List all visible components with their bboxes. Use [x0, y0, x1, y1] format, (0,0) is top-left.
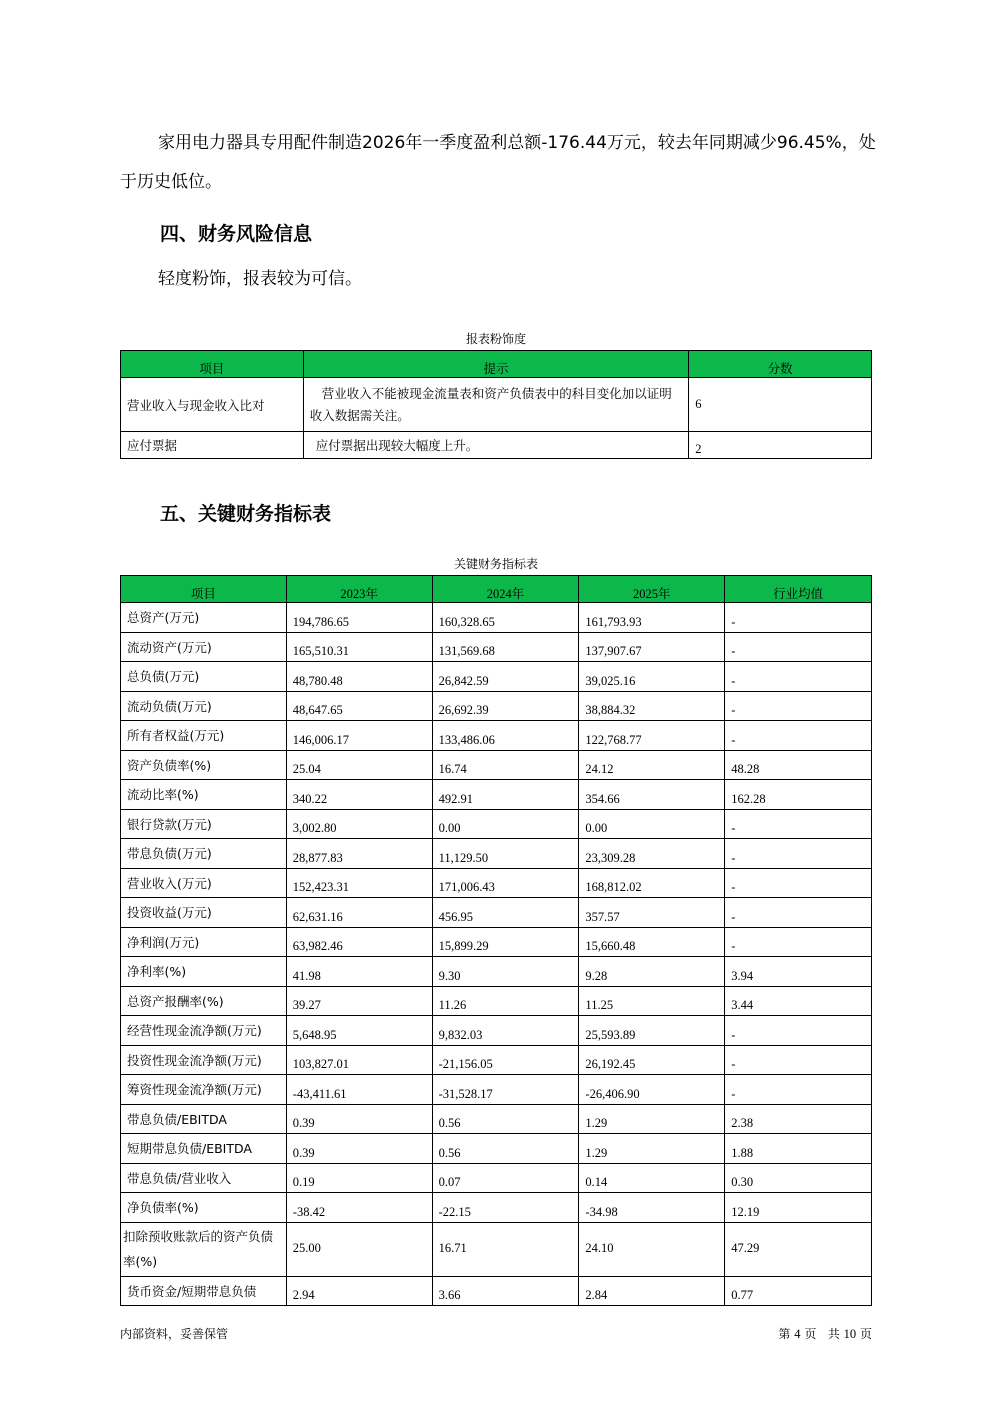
- kpi-industry-avg: -: [725, 927, 872, 957]
- kpi-industry-avg: -: [725, 839, 872, 869]
- kpi-industry-avg: 162.28: [725, 780, 872, 810]
- table-row: [121, 632, 872, 662]
- kpi-value-2023: 0.39: [286, 1134, 432, 1164]
- kpi-value-2025: 25,593.89: [579, 1016, 725, 1046]
- kpi-industry-avg: 0.30: [725, 1163, 872, 1193]
- total-label: 共: [827, 1327, 840, 1341]
- section4-heading: 四、财务风险信息: [160, 223, 313, 245]
- table-row: [121, 603, 872, 633]
- kpi-item: 投资性现金流净额(万元): [121, 1045, 287, 1075]
- table-row: [121, 1104, 872, 1134]
- kpi-item: 净负债率(%): [121, 1193, 287, 1223]
- kpi-item: 净利率(%): [121, 957, 287, 987]
- kpi-value-2024: 11,129.50: [432, 839, 579, 869]
- kpi-value-2025: 161,793.93: [579, 603, 725, 633]
- section5-heading: 五、关键财务指标表: [160, 503, 332, 525]
- kpi-value-2024: 131,569.68: [432, 632, 579, 662]
- kpi-industry-avg: -: [725, 898, 872, 928]
- kpi-value-2024: 15,899.29: [432, 927, 579, 957]
- kpi-value-2024: 0.56: [432, 1104, 579, 1134]
- kpi-value-2023: 41.98: [286, 957, 432, 987]
- kpi-industry-avg: 3.44: [725, 986, 872, 1016]
- kpi-value-2023: 146,006.17: [286, 721, 432, 751]
- kpi-value-2025: 1.29: [579, 1134, 725, 1164]
- header-industry-avg: 行业均值: [725, 576, 872, 603]
- kpi-industry-avg: 3.94: [725, 957, 872, 987]
- kpi-value-2025: 1.29: [579, 1104, 725, 1134]
- kpi-value-2023: 63,982.46: [286, 927, 432, 957]
- kpi-industry-avg: 12.19: [725, 1193, 872, 1223]
- header-score: 分数: [689, 351, 872, 378]
- kpi-value-2025: 0.00: [579, 809, 725, 839]
- kpi-value-2025: 39,025.16: [579, 662, 725, 692]
- table-row: [121, 1193, 872, 1223]
- kpi-item: 流动资产(万元): [121, 632, 287, 662]
- table-row: [121, 809, 872, 839]
- kpi-value-2024: 133,486.06: [432, 721, 579, 751]
- kpi-item: 短期带息负债/EBITDA: [121, 1134, 287, 1164]
- kpi-value-2024: 26,842.59: [432, 662, 579, 692]
- kpi-value-2025: 24.12: [579, 750, 725, 780]
- risk-item: 应付票据: [121, 432, 304, 459]
- kpi-industry-avg: -: [725, 1075, 872, 1105]
- kpi-value-2024: 0.56: [432, 1134, 579, 1164]
- kpi-value-2024: -31,528.17: [432, 1075, 579, 1105]
- kpi-value-2023: 3,002.80: [286, 809, 432, 839]
- table-row: [121, 839, 872, 869]
- footer-page-info: [778, 1325, 872, 1342]
- kpi-item: 银行贷款(万元): [121, 809, 287, 839]
- kpi-item: 投资收益(万元): [121, 898, 287, 928]
- risk-score: 2: [689, 432, 872, 459]
- kpi-value-2025: 38,884.32: [579, 691, 725, 721]
- kpi-industry-avg: -: [725, 809, 872, 839]
- kpi-value-2023: 0.19: [286, 1163, 432, 1193]
- kpi-value-2025: 357.57: [579, 898, 725, 928]
- table-row: [121, 1075, 872, 1105]
- kpi-value-2024: 11.26: [432, 986, 579, 1016]
- risk-table-caption: 报表粉饰度: [465, 332, 526, 346]
- risk-score: 6: [689, 378, 872, 432]
- kpi-item: 所有者权益(万元): [121, 721, 287, 751]
- header-2024: 2024年: [432, 576, 579, 603]
- kpi-value-2024: 3.66: [432, 1276, 579, 1306]
- kpi-item: 资产负债率(%): [121, 750, 287, 780]
- kpi-item: 流动比率(%): [121, 780, 287, 810]
- kpi-table-body: [121, 603, 872, 1306]
- table-row: [121, 721, 872, 751]
- kpi-value-2024: 171,006.43: [432, 868, 579, 898]
- kpi-table-header: [121, 576, 872, 603]
- kpi-value-2023: 2.94: [286, 1276, 432, 1306]
- table-row: [121, 691, 872, 721]
- page-current: 4: [794, 1327, 801, 1341]
- kpi-value-2024: -22.15: [432, 1193, 579, 1223]
- kpi-value-2023: 165,510.31: [286, 632, 432, 662]
- kpi-value-2025: 11.25: [579, 986, 725, 1016]
- table-row: [121, 868, 872, 898]
- kpi-item: 净利润(万元): [121, 927, 287, 957]
- risk-hint-text: 应付票据出现较大幅度上升。: [315, 438, 479, 453]
- kpi-value-2023: 194,786.65: [286, 603, 432, 633]
- kpi-industry-avg: -: [725, 721, 872, 751]
- summary-text: 轻度粉饰，报表较为可信。: [158, 269, 362, 289]
- kpi-industry-avg: -: [725, 691, 872, 721]
- kpi-item: 流动负债(万元): [121, 691, 287, 721]
- kpi-value-2023: 5,648.95: [286, 1016, 432, 1046]
- table-row: [121, 1016, 872, 1046]
- kpi-value-2024: 492.91: [432, 780, 579, 810]
- kpi-item: 带息负债/EBITDA: [121, 1104, 287, 1134]
- kpi-value-2025: 9.28: [579, 957, 725, 987]
- kpi-item: 总资产报酬率(%): [121, 986, 287, 1016]
- kpi-value-2024: 0.00: [432, 809, 579, 839]
- header-hint: 提示: [303, 351, 688, 378]
- header-item: 项目: [121, 576, 287, 603]
- kpi-value-2025: 24.10: [579, 1222, 725, 1276]
- kpi-value-2024: -21,156.05: [432, 1045, 579, 1075]
- kpi-value-2023: -38.42: [286, 1193, 432, 1223]
- table-row: [121, 750, 872, 780]
- header-item: 项目: [121, 351, 304, 378]
- table-row: [121, 986, 872, 1016]
- table-row: [121, 378, 872, 432]
- total-unit: 页: [859, 1327, 872, 1341]
- table-row: [121, 927, 872, 957]
- kpi-item: 总负债(万元): [121, 662, 287, 692]
- kpi-value-2024: 160,328.65: [432, 603, 579, 633]
- kpi-industry-avg: -: [725, 603, 872, 633]
- kpi-value-2023: 48,647.65: [286, 691, 432, 721]
- kpi-value-2025: 0.14: [579, 1163, 725, 1193]
- kpi-item: 筹资性现金流净额(万元): [121, 1075, 287, 1105]
- kpi-value-2023: 28,877.83: [286, 839, 432, 869]
- risk-hint: [303, 432, 688, 459]
- kpi-value-2025: -26,406.90: [579, 1075, 725, 1105]
- kpi-item: 营业收入(万元): [121, 868, 287, 898]
- kpi-value-2024: 456.95: [432, 898, 579, 928]
- kpi-value-2023: -43,411.61: [286, 1075, 432, 1105]
- kpi-value-2025: 354.66: [579, 780, 725, 810]
- table-row: [121, 957, 872, 987]
- kpi-value-2023: 25.04: [286, 750, 432, 780]
- risk-table-header: [121, 351, 872, 378]
- kpi-value-2025: 15,660.48: [579, 927, 725, 957]
- risk-item: 营业收入与现金收入比对: [121, 378, 304, 432]
- table-row: [121, 1276, 872, 1306]
- table-row: [121, 1134, 872, 1164]
- intro-paragraph: [120, 124, 880, 202]
- kpi-value-2024: 16.74: [432, 750, 579, 780]
- risk-hint-text: 营业收入不能被现金流量表和资产负债表中的科目变化加以证明收入数据需关注。: [309, 385, 672, 423]
- kpi-value-2023: 39.27: [286, 986, 432, 1016]
- kpi-value-2023: 62,631.16: [286, 898, 432, 928]
- kpi-value-2025: -34.98: [579, 1193, 725, 1223]
- section4-summary: [120, 260, 880, 299]
- kpi-value-2025: 23,309.28: [579, 839, 725, 869]
- kpi-value-2023: 152,423.31: [286, 868, 432, 898]
- kpi-value-2023: 0.39: [286, 1104, 432, 1134]
- kpi-industry-avg: 1.88: [725, 1134, 872, 1164]
- kpi-value-2024: 0.07: [432, 1163, 579, 1193]
- kpi-value-2025: 26,192.45: [579, 1045, 725, 1075]
- kpi-industry-avg: -: [725, 1016, 872, 1046]
- kpi-item: 扣除预收账款后的资产负债率(%): [121, 1222, 287, 1276]
- kpi-value-2025: 2.84: [579, 1276, 725, 1306]
- table-row: [121, 432, 872, 459]
- kpi-industry-avg: -: [725, 632, 872, 662]
- kpi-table-caption: 关键财务指标表: [453, 557, 538, 571]
- kpi-industry-avg: 47.29: [725, 1222, 872, 1276]
- header-2025: 2025年: [579, 576, 725, 603]
- kpi-item: 带息负债(万元): [121, 839, 287, 869]
- kpi-industry-avg: -: [725, 662, 872, 692]
- kpi-value-2025: 122,768.77: [579, 721, 725, 751]
- kpi-value-2025: 168,812.02: [579, 868, 725, 898]
- kpi-item: 带息负债/营业收入: [121, 1163, 287, 1193]
- table-row: [121, 1045, 872, 1075]
- kpi-item: 经营性现金流净额(万元): [121, 1016, 287, 1046]
- table-row: [121, 898, 872, 928]
- table-row: [121, 1163, 872, 1193]
- kpi-industry-avg: 48.28: [725, 750, 872, 780]
- table-row: [121, 1222, 872, 1276]
- table-row: [121, 780, 872, 810]
- kpi-value-2023: 25.00: [286, 1222, 432, 1276]
- kpi-value-2025: 137,907.67: [579, 632, 725, 662]
- kpi-item: 总资产(万元): [121, 603, 287, 633]
- kpi-industry-avg: -: [725, 868, 872, 898]
- kpi-value-2024: 16.71: [432, 1222, 579, 1276]
- kpi-value-2024: 9.30: [432, 957, 579, 987]
- page-label: 第: [778, 1327, 791, 1341]
- intro-text: 家用电力器具专用配件制造2026年一季度盈利总额-176.44万元，较去年同期减少96.45%，处于历史低位。: [120, 133, 876, 192]
- kpi-value-2024: 9,832.03: [432, 1016, 579, 1046]
- kpi-item: 货币资金/短期带息负债: [121, 1276, 287, 1306]
- page-total: 10: [843, 1327, 857, 1341]
- kpi-table: [120, 575, 872, 1306]
- footer-left: 内部资料，妥善保管: [120, 1327, 229, 1341]
- kpi-value-2023: 103,827.01: [286, 1045, 432, 1075]
- kpi-value-2023: 48,780.48: [286, 662, 432, 692]
- kpi-value-2023: 340.22: [286, 780, 432, 810]
- table-row: [121, 662, 872, 692]
- risk-hint: [303, 378, 688, 432]
- kpi-value-2024: 26,692.39: [432, 691, 579, 721]
- kpi-industry-avg: 2.38: [725, 1104, 872, 1134]
- page-unit: 页: [804, 1327, 817, 1341]
- kpi-industry-avg: 0.77: [725, 1276, 872, 1306]
- header-2023: 2023年: [286, 576, 432, 603]
- kpi-industry-avg: -: [725, 1045, 872, 1075]
- risk-table: [120, 350, 872, 459]
